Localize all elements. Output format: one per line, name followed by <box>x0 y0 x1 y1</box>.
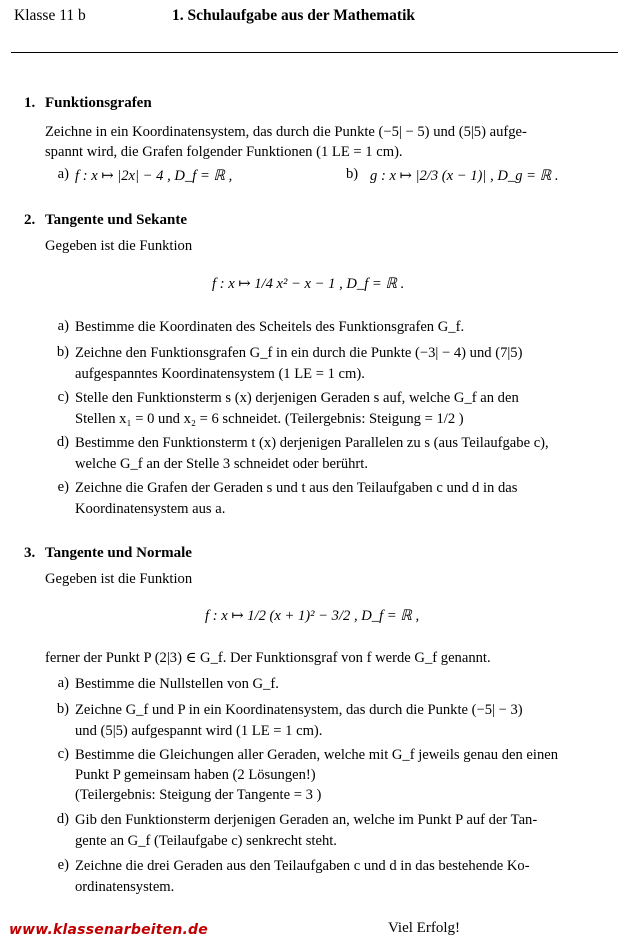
closing-message: Viel Erfolg! <box>388 920 460 936</box>
task2-b-label: b) <box>56 344 69 360</box>
task2-a-label: a) <box>57 318 69 334</box>
task1-number: 1. <box>24 95 36 111</box>
task3-e-text: Zeichne die drei Geraden aus den Teilaufgaben c und d in das bestehende Ko- ordinatensystem. <box>75 858 530 895</box>
task2-intro: Gegeben ist die Funktion <box>45 238 193 254</box>
task2-c-label: c) <box>57 389 69 405</box>
task3-a-label: a) <box>57 675 69 691</box>
task3-e-label: e) <box>57 857 69 873</box>
task2-number: 2. <box>24 212 36 228</box>
task1-sub-b-label: b) <box>346 166 359 182</box>
site-logo[interactable]: www.klassenarbeiten.de <box>9 922 208 938</box>
task3-a-text: Bestimme die Nullstellen von G_f. <box>75 676 279 692</box>
task3-number: 3. <box>24 545 36 561</box>
task2-b-text: Zeichne den Funktionsgrafen G_f in ein durch die Punkte (−3| − 4) und (7|5) aufgespanntes Koordinatensystem (1 LE = 1 cm). <box>75 345 523 382</box>
task2-e-text: Zeichne die Grafen der Geraden s und t aus den Teilaufgaben c und d in das Koordinatensystem aus a. <box>75 480 518 517</box>
task3-formula: f : x ↦ 1/2 (x + 1)² − 3/2 , D_f = ℝ , <box>205 608 420 624</box>
task1-title: Funktionsgrafen <box>45 95 152 111</box>
task3-intro: Gegeben ist die Funktion <box>45 571 193 587</box>
task3-title: Tangente und Normale <box>45 545 192 561</box>
task2-d-text: Bestimme den Funktionsterm t (x) derjenigen Parallelen zu s (aus Teilaufgabe c), welche G_f an der Stelle 3 schneidet oder berührt. <box>75 435 549 472</box>
task1-sub-a-formula: f : x ↦ |2x| − 4 , D_f = ℝ , <box>75 168 233 184</box>
task1-sub-a-label: a) <box>57 166 69 182</box>
task2-e-label: e) <box>57 479 69 495</box>
task2-d-label: d) <box>56 434 69 450</box>
class-label: Klasse 11 b <box>14 7 86 24</box>
header-divider <box>11 52 618 53</box>
exam-title: 1. Schulaufgabe aus der Mathematik <box>172 7 415 24</box>
task1-sub-b-formula: g : x ↦ |2/3 (x − 1)| , D_g = ℝ . <box>370 168 559 184</box>
task3-c-label: c) <box>57 746 69 762</box>
task2-a-text: Bestimme die Koordinaten des Scheitels des Funktionsgrafen G_f. <box>75 319 465 335</box>
task1-text: Zeichne in ein Koordinatensystem, das durch die Punkte (−5| − 5) und (5|5) aufge- spannt wird, die Grafen folgender Funktionen (1 LE = 1 cm). <box>45 124 527 160</box>
task3-d-text: Gib den Funktionsterm derjenigen Geraden an, welche im Punkt P auf der Tan- gente an G_f (Teilaufgabe c) senkrecht steht. <box>75 812 538 849</box>
task3-after-formula: ferner der Punkt P (2|3) ∈ G_f. Der Funktionsgraf von f werde G_f genannt. <box>45 650 491 666</box>
task2-c-text: Stelle den Funktionsterm s (x) derjenigen Geraden s auf, welche G_f an den Stellen x₁ = 0 und x₂ = 6 schneidet. (Teilergebnis: Steigung = 1/2 ) <box>75 390 519 427</box>
task3-d-label: d) <box>56 811 69 827</box>
task2-title: Tangente und Sekante <box>45 212 187 228</box>
task3-c-text: Bestimme die Gleichungen aller Geraden, welche mit G_f jeweils genau den einen Punkt P gemeinsam haben (2 Lösungen!) (Teilergebnis: Steigung der Tangente = 3 ) <box>75 747 559 803</box>
task2-formula: f : x ↦ 1/4 x² − x − 1 , D_f = ℝ . <box>212 276 405 292</box>
task3-b-label: b) <box>56 701 69 717</box>
task3-b-text: Zeichne G_f und P in ein Koordinatensystem, das durch die Punkte (−5| − 3) und (5|5) aufgespannt wird (1 LE = 1 cm). <box>75 702 523 739</box>
